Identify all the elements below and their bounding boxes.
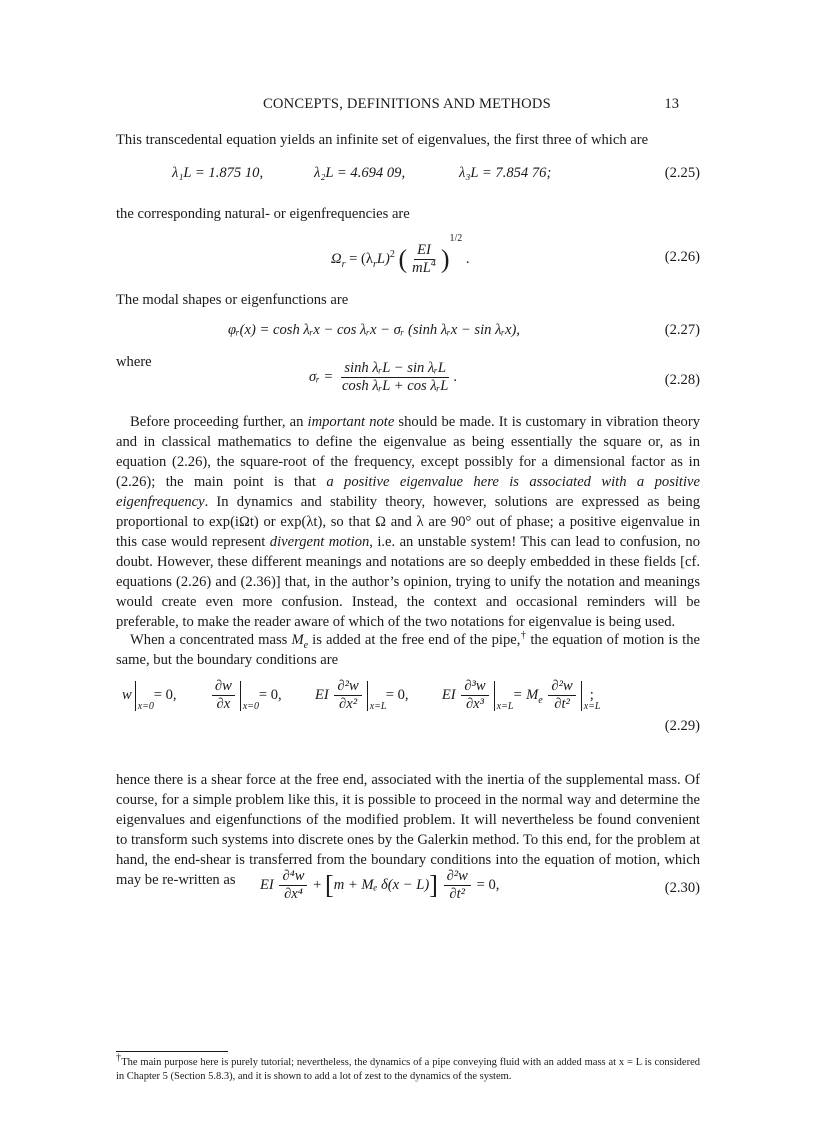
ei-symbol: EI (260, 876, 274, 893)
power-exponent: 1/2 (449, 233, 463, 244)
expr-part: L) (376, 251, 390, 267)
denominator: cosh λᵣL + cos λᵣL (341, 378, 449, 394)
footnote (116, 1052, 701, 1083)
text-run: , i.e. an unstable system! This can lead to confusion, no doubt. However, these different meanings and notations are so deeply embedded in these fields [cf. equations (2.26) and (2.36)] that, in the author’s opinion, trying to unify the notation and meanings would create even more confusion. Instead, the context and occasional reminders will be preferable, to make the reader aware of which of the two notations for eigenvalue is being used. (116, 534, 700, 630)
fraction (548, 678, 575, 713)
expr-part: = (λ (345, 251, 373, 267)
numerator: EI (414, 242, 434, 260)
mass-subscript: e (538, 694, 543, 706)
numerator: ∂⁴w (279, 868, 307, 886)
eigenvalue-3: λ₃L = 7.854 76; (459, 165, 552, 181)
equation-2-30 (116, 868, 700, 908)
footnote-mark: † (116, 1052, 122, 1064)
equation-of-motion: EI $\frac{\text{∂⁴w}}{\text{∂x⁴}}$ + [m + Mₑ δ(x − L)] $\frac{\text{∂²w}}{\text{∂t²}}$ = 0, (260, 868, 500, 902)
limit: x=L (583, 700, 601, 712)
numerator: ∂²w (444, 868, 471, 886)
running-head: CONCEPTS, DEFINITIONS AND METHODS (263, 96, 551, 112)
sigma-lhs: σᵣ = (309, 368, 334, 385)
evaluation-bar (494, 681, 514, 712)
equals-zero: = 0, (258, 686, 282, 703)
emphasis: divergent motion (269, 534, 370, 550)
paragraph-modal-shapes: The modal shapes or eigenfunctions are (116, 292, 349, 308)
bracket-term: m + Mₑ δ(x − L) (333, 876, 430, 893)
page-number: 13 (664, 96, 679, 112)
trailing-period: . (453, 368, 458, 385)
limit: x=0 (137, 700, 154, 712)
den-text: mL (412, 260, 431, 277)
paragraph-frequencies: the corresponding natural- or eigenfrequencies are (116, 206, 410, 222)
equation-2-26 (116, 233, 700, 281)
eigenfunction-expression: φᵣ(x) = cosh λᵣx − cos λᵣx − σᵣ (sinh λᵣx − sin λᵣx), (228, 322, 520, 338)
paragraph-shear-force: hence there is a shear force at the free end, associated with the inertia of the supplemental mass. Of course, for a simple problem like this, it is possible to proceed in the normal way and determine the eigenvalues and eigenfunctions of the modified problem. It will nevertheless be found convenient to transform such systems into discrete ones by the Galerkin method. To this end, for the problem at hand, the end-shear is transferred from the boundary conditions into the equation of motion, which may be re-written as (116, 772, 700, 888)
fraction (279, 868, 307, 903)
equation-2-27 (116, 320, 700, 344)
numerator: ∂³w (461, 678, 488, 696)
ei-symbol: EI (441, 686, 456, 703)
equation-number: (2.29) (664, 718, 700, 734)
emphasis: important note (307, 414, 395, 430)
denominator (409, 260, 439, 277)
text-run: When a concentrated mass (130, 632, 292, 648)
text-run: the equation of motion is the same, but the boundary conditions are (116, 632, 701, 668)
omega-symbol: Ω (331, 251, 342, 267)
paragraph-important-note (116, 412, 700, 632)
w-symbol: w (122, 686, 132, 703)
evaluation-bar (135, 681, 154, 712)
equation-number: (2.28) (664, 372, 700, 388)
paragraph-intro: This transcedental equation yields an infinite set of eigenvalues, the first three of which are (116, 132, 649, 148)
den-exponent: 4 (430, 258, 436, 270)
emphasis: a positive eigenvalue here is associated with a positive eigenfrequency (116, 474, 700, 510)
equals-zero: = 0, (476, 876, 500, 893)
equation-number: (2.30) (664, 880, 700, 896)
frequency-expression: $\Omega_r = (\lambda_rL)^2$ ( $\frac{EI}{mL^4}$ )$^{1/2}$ . (331, 233, 470, 277)
limit: x=0 (242, 700, 260, 712)
fraction (409, 242, 439, 277)
denominator: ∂x (216, 696, 231, 712)
eigenvalue-1: λ₁L = 1.875 10, (172, 165, 264, 181)
plus-sign: + (313, 876, 322, 893)
sigma-expression (309, 360, 457, 395)
text-run: should be made. It is customary in vibration theory and in classical mathematics to define the eigenvalue as being essentially the square or, as in equation (2.26), the square-root of the frequency, except possibly for a dimensional factor as in (2.26); the main point is that (116, 414, 700, 490)
denominator: ∂t² (554, 696, 570, 712)
mass-subscript: e (303, 639, 309, 651)
semicolon: ; (589, 686, 594, 703)
limit: x=L (496, 700, 514, 712)
footnote-mark: † (520, 630, 527, 642)
equation-number: (2.25) (664, 165, 700, 181)
text-run: Before proceeding further, an (130, 414, 308, 430)
numerator: ∂²w (334, 678, 361, 696)
eigenvalue-2: λ₂L = 4.694 09, (314, 165, 406, 181)
denominator: ∂x⁴ (284, 886, 303, 902)
paragraph-concentrated-mass (116, 630, 700, 670)
text-run: . In dynamics and stability theory, however, solutions are expressed as being proportional to exp(iΩt) or exp(λt), so that Ω and λ are 90° out of phase; a positive eigenvalue in this case would represent (116, 494, 700, 550)
equals-zero: = 0, (385, 686, 409, 703)
fraction (339, 360, 451, 395)
footnote-rule (116, 1051, 228, 1052)
footnote-text: The main purpose here is purely tutorial; nevertheless, the dynamics of a pipe conveying fluid with an added mass at x = L is considered in Chapter 5 (Section 5.8.3), and it is shown to add a lot of zest to the dynamics of the system. (116, 1057, 701, 1082)
omega-subscript: r (341, 258, 346, 270)
page-header (0, 94, 816, 114)
evaluation-bar (581, 681, 601, 712)
fraction (461, 678, 488, 713)
ei-symbol: EI (314, 686, 329, 703)
denominator: ∂t² (449, 886, 466, 902)
equation-number: (2.27) (664, 322, 700, 338)
fraction (334, 678, 361, 713)
fraction (444, 868, 471, 903)
equals-zero: = 0, (153, 686, 177, 703)
numerator: ∂²w (548, 678, 575, 696)
denominator: ∂x² (339, 696, 358, 712)
text-run: is added at the free end of the pipe, (308, 632, 521, 648)
fraction (212, 678, 235, 713)
mass-term: = M (512, 686, 539, 703)
equation-number: (2.26) (664, 249, 700, 265)
denominator: ∂x³ (465, 696, 485, 712)
limit: x=L (369, 700, 387, 712)
equation-2-29 (116, 676, 700, 736)
square-exponent: 2 (389, 249, 395, 261)
lambda-subscript: r (372, 258, 377, 270)
numerator: sinh λᵣL − sin λᵣL (341, 360, 449, 378)
equation-2-25 (116, 163, 700, 187)
evaluation-bar (367, 681, 387, 712)
mass-symbol: M (291, 632, 304, 648)
trailing-period: . (465, 251, 470, 267)
boundary-conditions (122, 678, 601, 713)
where-label: where (116, 354, 152, 370)
equation-2-28 (116, 360, 700, 402)
evaluation-bar (240, 681, 260, 712)
numerator: ∂w (212, 678, 235, 696)
